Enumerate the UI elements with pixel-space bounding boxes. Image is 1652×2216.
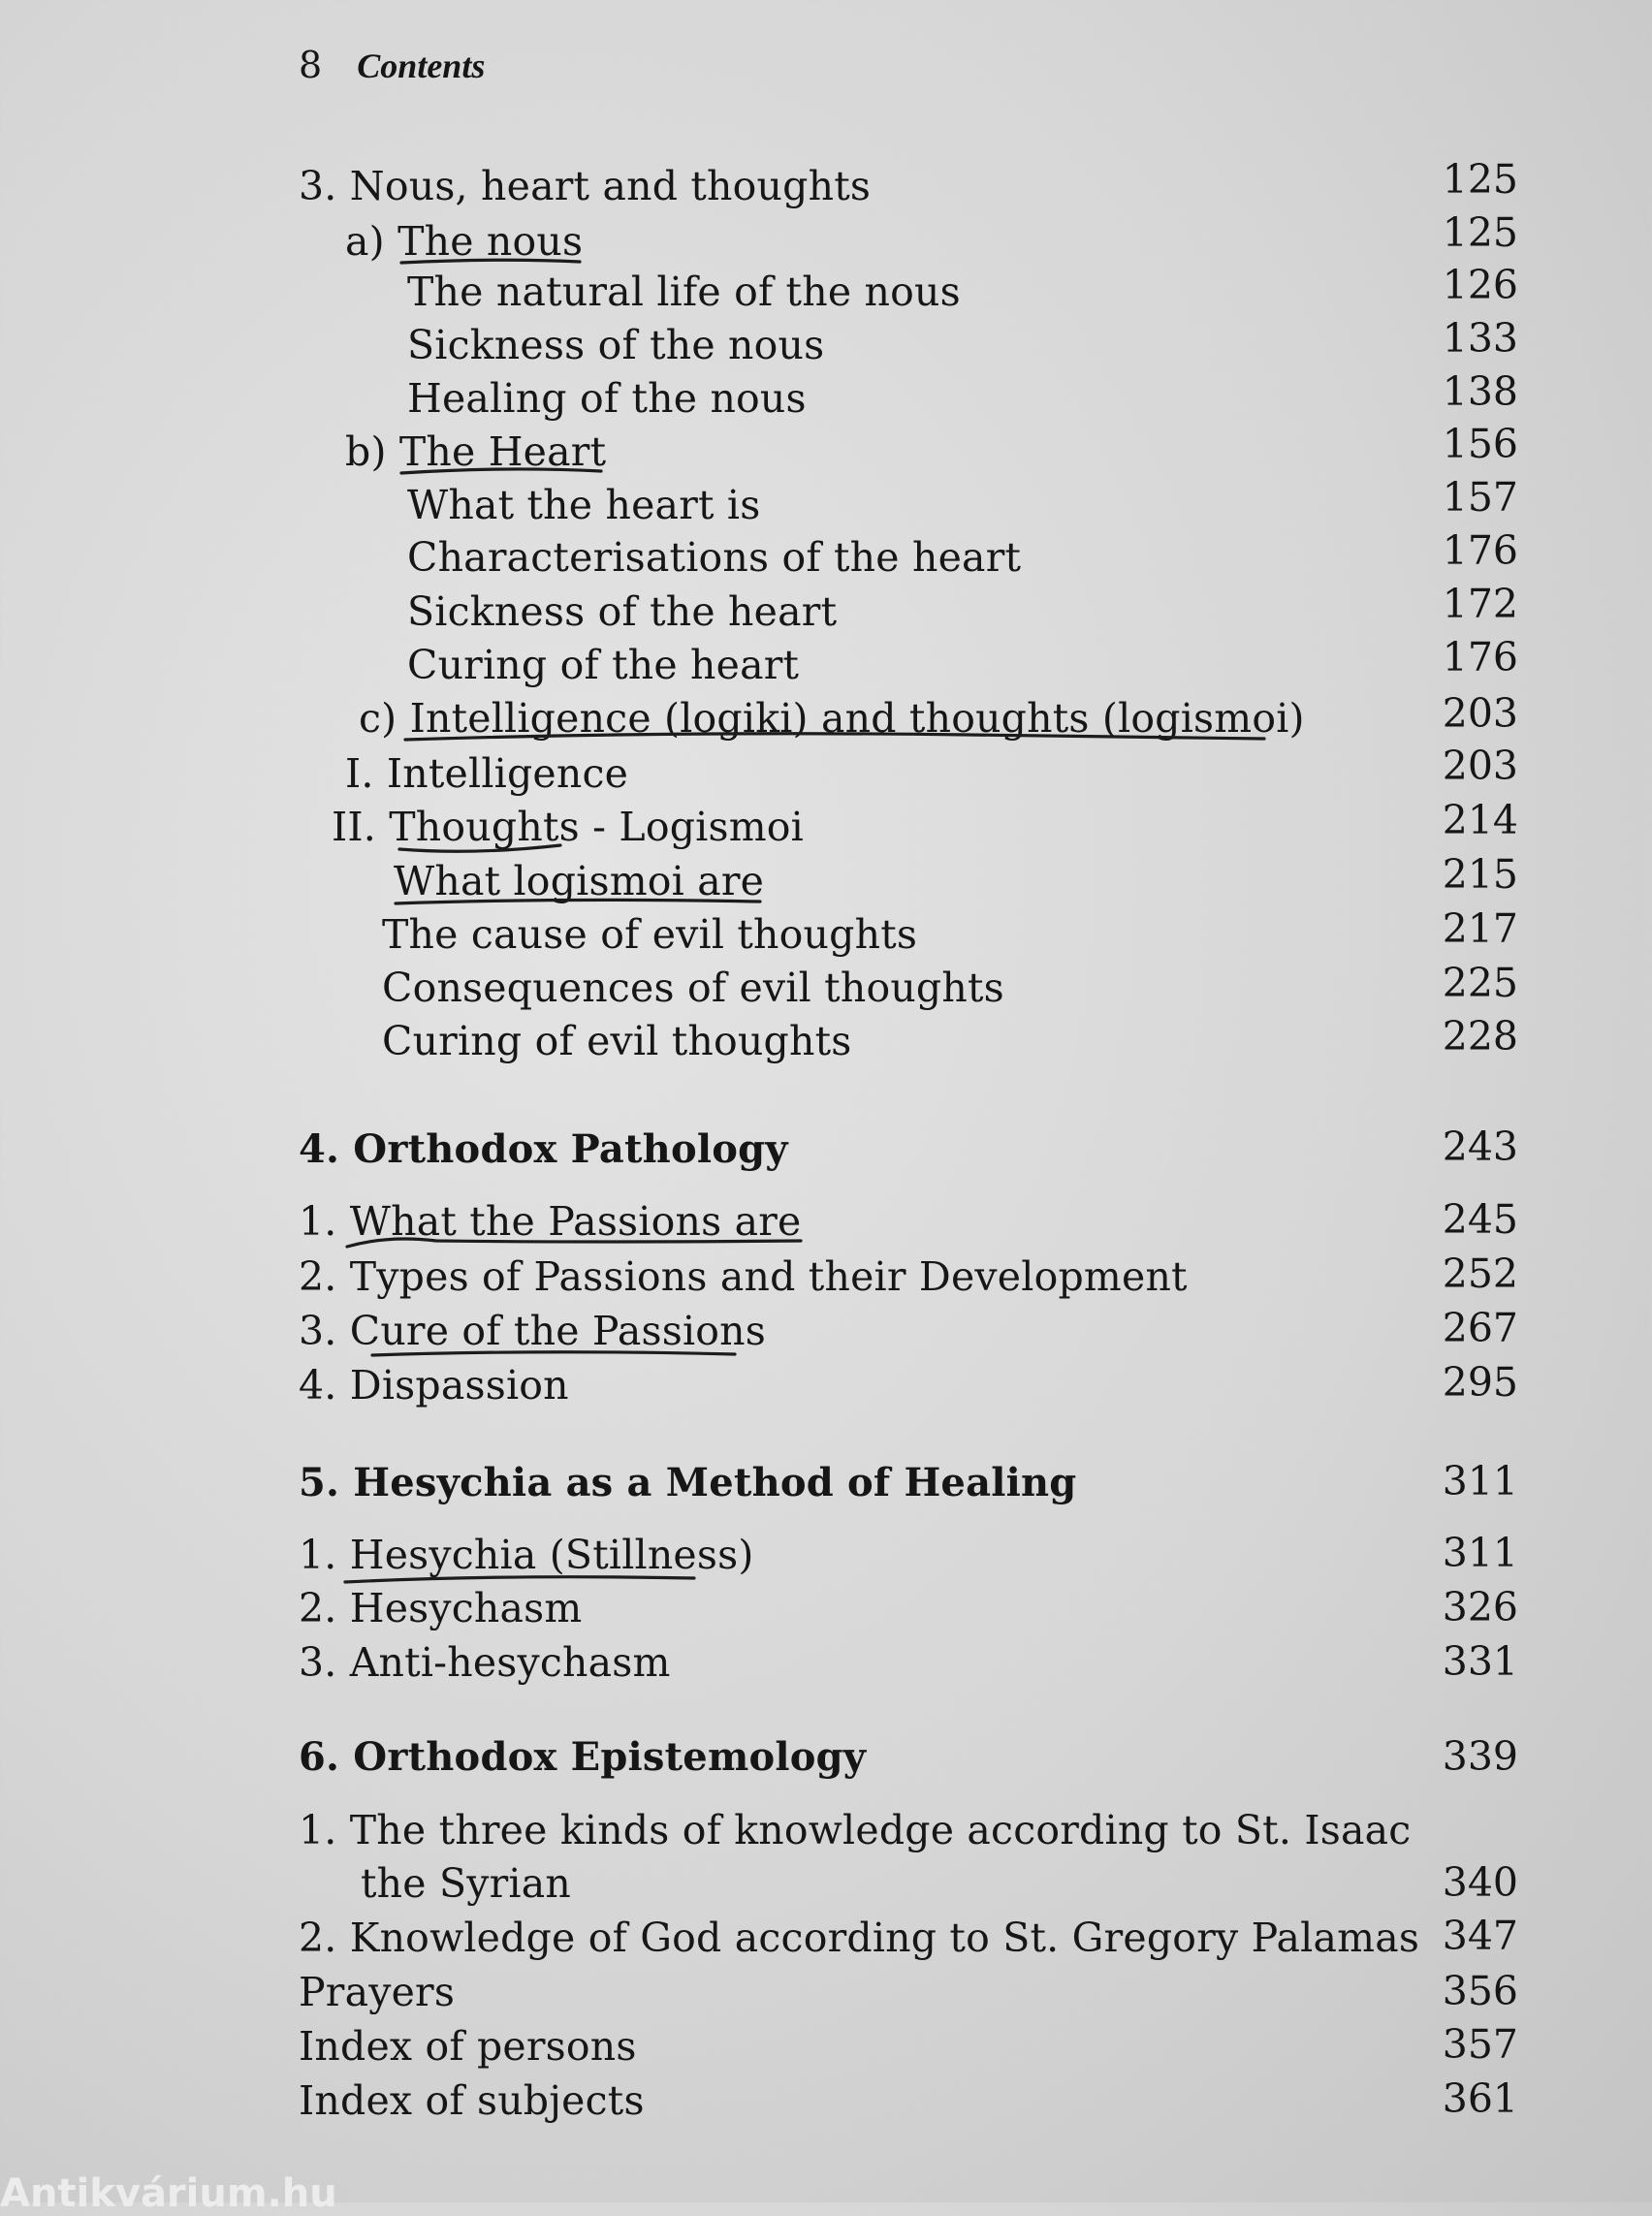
- toc-entry-page: 125: [1442, 156, 1518, 203]
- toc-entry-page: 125: [1442, 209, 1518, 256]
- toc-entry-page: 228: [1442, 1013, 1518, 1060]
- toc-entry-text: Sickness of the heart: [407, 588, 838, 635]
- toc-entry-page: 347: [1442, 1913, 1518, 1959]
- toc-entry-text: 3. Cure of the Passions: [299, 1308, 767, 1354]
- toc-entry-page: 252: [1442, 1250, 1518, 1297]
- toc-entry-text: 3. Anti-hesychasm: [299, 1639, 671, 1686]
- toc-entry-text: b) The Heart: [345, 428, 607, 475]
- toc-entry-text: 1. What the Passions are: [299, 1198, 802, 1245]
- toc-entry-page: 311: [1442, 1530, 1518, 1576]
- toc-entry-page: 133: [1442, 315, 1518, 362]
- toc-entry-page: 214: [1442, 797, 1518, 843]
- toc-entry-text: Index of subjects: [299, 2077, 645, 2124]
- toc-entry-text: I. Intelligence: [345, 750, 629, 797]
- toc-entry-page: 357: [1442, 2021, 1518, 2068]
- toc-entry-text: 1. The three kinds of knowledge according to St. Isaac: [299, 1807, 1412, 1853]
- toc-entry-text: Curing of evil thoughts: [382, 1018, 852, 1064]
- running-header: [299, 39, 485, 92]
- toc-entry-text: 1. Hesychia (Stillness): [299, 1532, 754, 1578]
- toc-entry-page: 156: [1442, 421, 1518, 467]
- toc-entry-page: 295: [1442, 1359, 1518, 1406]
- toc-entry-page: 243: [1442, 1124, 1518, 1170]
- toc-entry-text: Prayers: [299, 1969, 456, 2015]
- toc-entry-page: 157: [1442, 474, 1518, 521]
- toc-entry-text: 2. Types of Passions and their Development: [299, 1253, 1188, 1300]
- toc-entry-text: Sickness of the nous: [407, 322, 825, 368]
- watermark-text: Antikvárium.hu: [0, 2171, 337, 2216]
- toc-entry-page: 203: [1442, 690, 1518, 737]
- toc-entry-page: 245: [1442, 1196, 1518, 1243]
- toc-entry-page: 339: [1442, 1733, 1518, 1780]
- toc-entry-text: Consequences of evil thoughts: [382, 965, 1004, 1011]
- toc-entry-text: Healing of the nous: [407, 375, 807, 422]
- toc-entry-page: 203: [1442, 743, 1518, 789]
- toc-entry-page: 326: [1442, 1584, 1518, 1630]
- toc-entry-text: The natural life of the nous: [407, 269, 961, 315]
- toc-entry-page: 172: [1442, 581, 1518, 627]
- toc-entry-page: 311: [1442, 1458, 1518, 1504]
- toc-entry-page: 267: [1442, 1305, 1518, 1351]
- toc-entry-text: 2. Hesychasm: [299, 1585, 583, 1631]
- toc-entry-page: 361: [1442, 2075, 1518, 2122]
- toc-chapter-text: 4. Orthodox Pathology: [299, 1126, 788, 1172]
- toc-entry-text: What logismoi are: [394, 858, 765, 904]
- toc-entry-text: II. Thoughts - Logismoi: [332, 804, 804, 850]
- toc-entry-text: What the heart is: [407, 482, 761, 528]
- toc-entry-page: 225: [1442, 960, 1518, 1006]
- toc-entry-text: c) Intelligence (logiki) and thoughts (logismoi): [359, 695, 1305, 742]
- toc-entry-text: Curing of the heart: [407, 642, 800, 688]
- toc-entry-page: 356: [1442, 1968, 1518, 2014]
- toc-chapter-text: 6. Orthodox Epistemology: [299, 1734, 867, 1780]
- toc-entry-page: 217: [1442, 905, 1518, 952]
- toc-entry-page: 215: [1442, 851, 1518, 898]
- running-title: Contents: [357, 47, 486, 85]
- toc-entry-text: a) The nous: [345, 218, 584, 265]
- page-number: 8: [299, 44, 323, 86]
- toc-entry-text: Index of persons: [299, 2023, 637, 2070]
- toc-entry-page: 126: [1442, 262, 1518, 308]
- toc-entry-text: Characterisations of the heart: [407, 534, 1022, 581]
- toc-entry-text: the Syrian: [361, 1860, 571, 1907]
- toc-entry-page: 176: [1442, 634, 1518, 681]
- toc-chapter-text: 5. Hesychia as a Method of Healing: [299, 1460, 1077, 1505]
- toc-entry-page: 331: [1442, 1638, 1518, 1685]
- toc-entry-text: 3. Nous, heart and thoughts: [299, 163, 872, 209]
- toc-entry-page: 340: [1442, 1859, 1518, 1906]
- toc-entry-text: 4. Dispassion: [299, 1362, 569, 1409]
- toc-entry-page: 138: [1442, 368, 1518, 415]
- toc-entry-text: 2. Knowledge of God according to St. Gregory Palamas: [299, 1915, 1420, 1961]
- toc-entry-page: 176: [1442, 527, 1518, 574]
- toc-entry-text: The cause of evil thoughts: [382, 911, 918, 958]
